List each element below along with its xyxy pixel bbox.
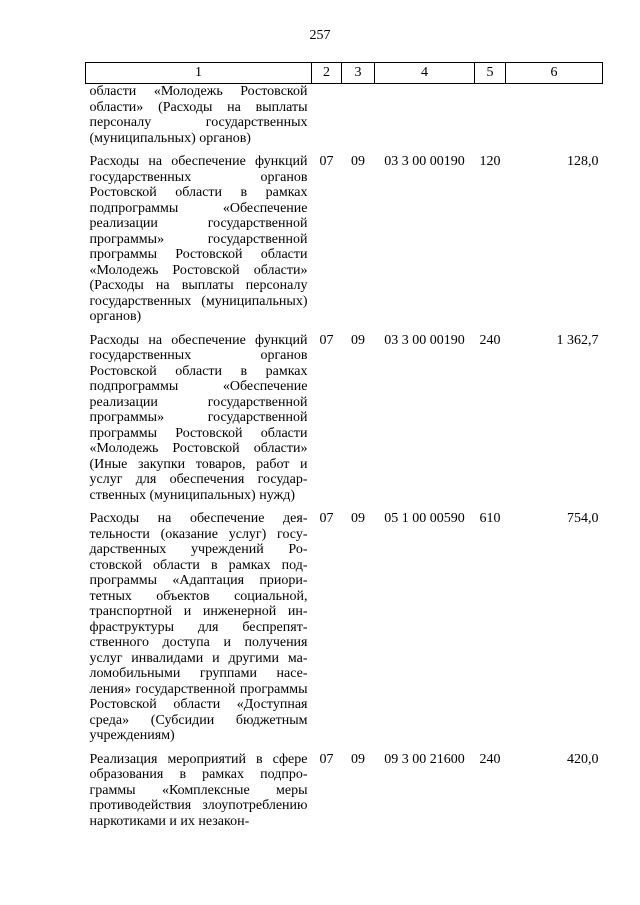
row-section: 07 (319, 751, 334, 767)
row-description: Реализация мероприятий в сфере образования в рамках подпрограммы «Комплексные меры противодействия злоупотреблению наркотиками и их незакон- (89, 751, 308, 829)
row-subsection: 09 (351, 332, 365, 348)
row-section (312, 84, 342, 155)
row-description: Расходы на обеспечение функций государственных органов Ростовской области в рамках подпрограммы «Обеспечение реализации государственной программы» государственной программы Ростовской области «Молодежь Ростовской области» (Расходы на выплаты персоналу государственных (муниципальных) органов) (89, 154, 308, 324)
column-header-5: 5 (475, 63, 506, 84)
row-subsection: 09 (351, 154, 365, 169)
table-row (86, 752, 603, 838)
row-amount: 754,0 (567, 511, 599, 526)
row-expense-type (475, 84, 506, 155)
budget-table (85, 62, 603, 837)
row-section: 07 (319, 511, 334, 526)
row-subsection (342, 84, 375, 155)
row-expense-type: 610 (479, 511, 501, 526)
table-row (86, 333, 603, 512)
table-row (86, 154, 603, 333)
column-header-6: 6 (506, 63, 603, 84)
row-target-article: 05 1 00 00590 (384, 511, 465, 526)
table-row (86, 511, 603, 752)
row-section: 07 (319, 154, 334, 169)
column-header-1: 1 (86, 63, 312, 84)
row-subsection: 09 (351, 511, 365, 526)
row-description: Расходы на обеспечение деятельности (оказание услуг) государственных учреждений Ростовской области в рамках подпрограммы «Адаптация приоритетных объектов социальной, транспортной и инженерной инфраструктуры для беспрепятственного доступа и получения услуг инвалидами и другими маломобильными группами населения» государственной программы Ростовской области «Доступная среда» (Субсидии бюджетным учреждениям) (89, 511, 308, 743)
row-subsection: 09 (351, 751, 365, 767)
table-row (86, 84, 603, 155)
table-body (86, 84, 603, 838)
column-header-3: 3 (342, 63, 375, 84)
row-description: Расходы на обеспечение функций государственных органов Ростовской области в рамках подпрограммы «Обеспечение реализации государственной программы» государственной программы Ростовской области «Молодежь Ростовской области» (Иные закупки товаров, работ и услуг для обеспечения государственных (муниципальных) нужд) (89, 332, 308, 503)
row-amount: 1 362,7 (556, 332, 599, 348)
row-description: области «Молодежь Ростовской области» (Расходы на выплаты персоналу государственных (муниципальных) органов) (89, 84, 308, 146)
column-header-4: 4 (375, 63, 475, 84)
column-header-2: 2 (312, 63, 342, 84)
row-target-article (375, 84, 475, 155)
row-expense-type: 240 (479, 332, 501, 348)
row-expense-type: 240 (479, 751, 501, 767)
row-amount: 128,0 (567, 154, 599, 169)
table-header (86, 63, 603, 84)
row-amount: 420,0 (567, 751, 599, 767)
row-expense-type: 120 (479, 154, 501, 169)
row-target-article: 03 3 00 00190 (384, 332, 465, 348)
row-target-article: 03 3 00 00190 (384, 154, 465, 169)
header-row (86, 63, 603, 84)
page-number: 257 (309, 28, 331, 43)
row-target-article: 09 3 00 21600 (384, 751, 465, 767)
row-section: 07 (319, 332, 334, 348)
row-amount (506, 84, 603, 155)
